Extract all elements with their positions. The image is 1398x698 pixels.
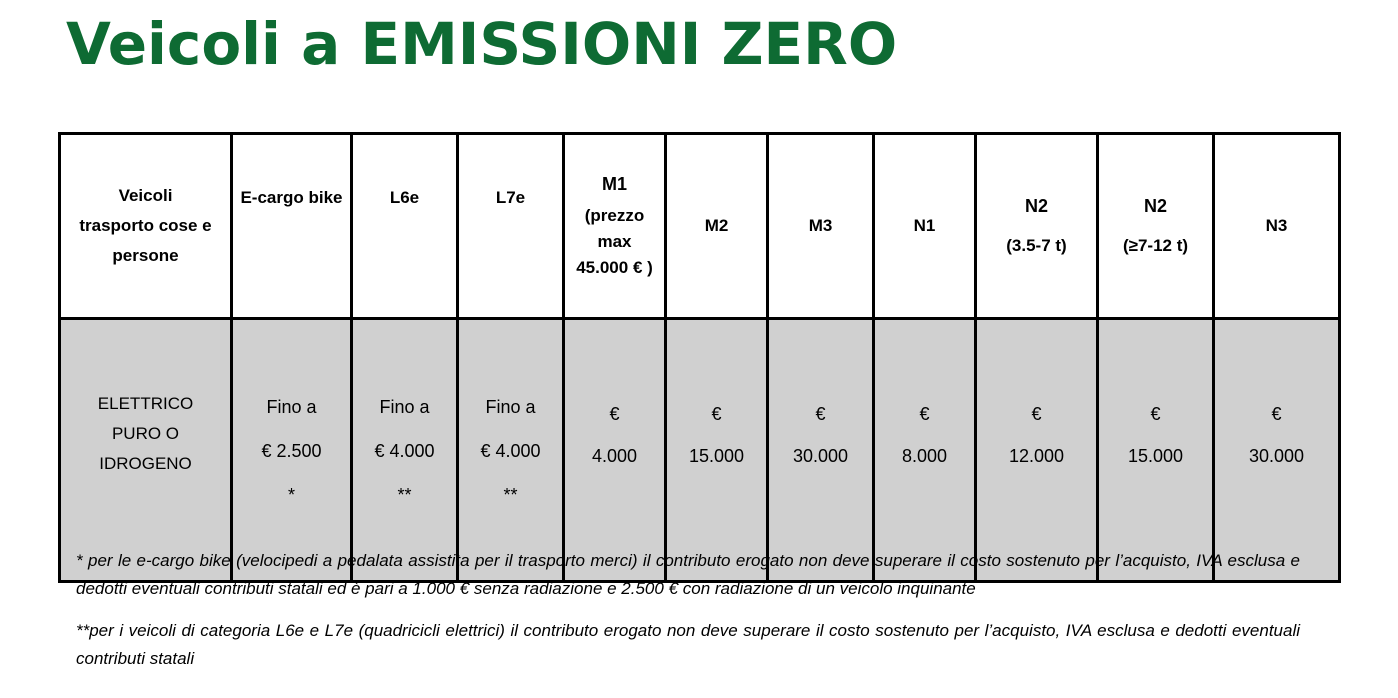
cell-line: € (919, 404, 930, 424)
cell-line: * (287, 485, 295, 505)
header-l7e (458, 134, 564, 319)
cell-line: Fino a (266, 397, 317, 417)
header-n3 (1214, 134, 1340, 319)
footnote-quadricycles: **per i veicoli di categoria L6e e L7e (quadricicli elettrici) il contributo erogato non deve superare il costo sostenuto per l’acquisto, IVA esclusa e dedotti eventuali contributi statali (76, 621, 1300, 668)
cell-line: ** (503, 485, 518, 505)
cell-n1 (874, 319, 976, 582)
header-line: (3.5-7 t) (1006, 236, 1067, 255)
cell-line: 4.000 (591, 446, 638, 466)
header-m3 (768, 134, 874, 319)
header-line: M2 (704, 216, 729, 235)
cell-line: € 4.000 (480, 441, 541, 461)
header-line: N2 (1143, 196, 1167, 216)
cell-m2 (666, 319, 768, 582)
cell-line: 30.000 (792, 446, 849, 466)
header-ecargo-bike (232, 134, 352, 319)
header-m1 (564, 134, 666, 319)
cell-n2-heavy (1098, 319, 1214, 582)
cell-line: € (815, 404, 826, 424)
cell-m3 (768, 319, 874, 582)
cell-m1 (564, 319, 666, 582)
row-label-line: ELETTRICO (97, 394, 194, 413)
header-line: E-cargo bike (240, 188, 343, 207)
cell-line: 12.000 (1008, 446, 1065, 466)
cell-n3 (1214, 319, 1340, 582)
header-line: M1 (601, 174, 627, 194)
header-m2 (666, 134, 768, 319)
table-row (60, 319, 1340, 582)
cell-line: € (711, 404, 722, 424)
header-line: persone (112, 246, 179, 265)
header-line: Veicoli (118, 186, 173, 205)
cell-line: Fino a (485, 397, 536, 417)
cell-n2-light (976, 319, 1098, 582)
header-line: M3 (808, 216, 833, 235)
cell-l7e (458, 319, 564, 582)
cell-line: 8.000 (901, 446, 948, 466)
cell-line: € (1031, 404, 1042, 424)
header-line: max (597, 232, 632, 251)
header-n1 (874, 134, 976, 319)
header-line: L6e (389, 188, 420, 207)
cell-line: € 4.000 (374, 441, 435, 461)
cell-line: 30.000 (1248, 446, 1305, 466)
cell-line: € (1271, 404, 1282, 424)
cell-line: 15.000 (688, 446, 745, 466)
cell-l6e (352, 319, 458, 582)
cell-line: 15.000 (1127, 446, 1184, 466)
header-line: L7e (495, 188, 526, 207)
cell-line: € 2.500 (261, 441, 322, 461)
header-n2-light (976, 134, 1098, 319)
header-line: trasporto cose e (79, 216, 212, 235)
cell-ecargo-bike (232, 319, 352, 582)
row-label (60, 319, 232, 582)
header-line: N2 (1024, 196, 1048, 216)
cell-line: ** (397, 485, 412, 505)
header-line: N3 (1265, 216, 1288, 235)
row-label-line: IDROGENO (99, 454, 192, 473)
table-header-row (60, 134, 1340, 319)
header-l6e (352, 134, 458, 319)
header-line: (prezzo (584, 206, 645, 225)
footnotes (76, 547, 1300, 687)
cell-line: € (609, 404, 620, 424)
cell-line: € (1150, 404, 1161, 424)
header-line: 45.000 € ) (576, 258, 653, 277)
cell-line: Fino a (379, 397, 430, 417)
footnote-ecargo: * per le e-cargo bike (velocipedi a pedalata assistita per il trasporto merci) il contributo erogato non deve superare il costo sostenuto per l’acquisto, IVA esclusa e dedotti eventuali contributi statali ed è pari a 1.000 € senza radiazione e 2.500 € con radiazione di un veicolo inquinante (76, 551, 1300, 598)
header-n2-heavy (1098, 134, 1214, 319)
row-label-line: PURO O (111, 424, 180, 443)
header-line: N1 (913, 216, 936, 235)
header-line: (≥7-12 t) (1122, 236, 1189, 255)
page-title: Veicoli a EMISSIONI ZERO (66, 10, 898, 78)
header-category (60, 134, 232, 319)
incentives-table (58, 132, 1341, 583)
